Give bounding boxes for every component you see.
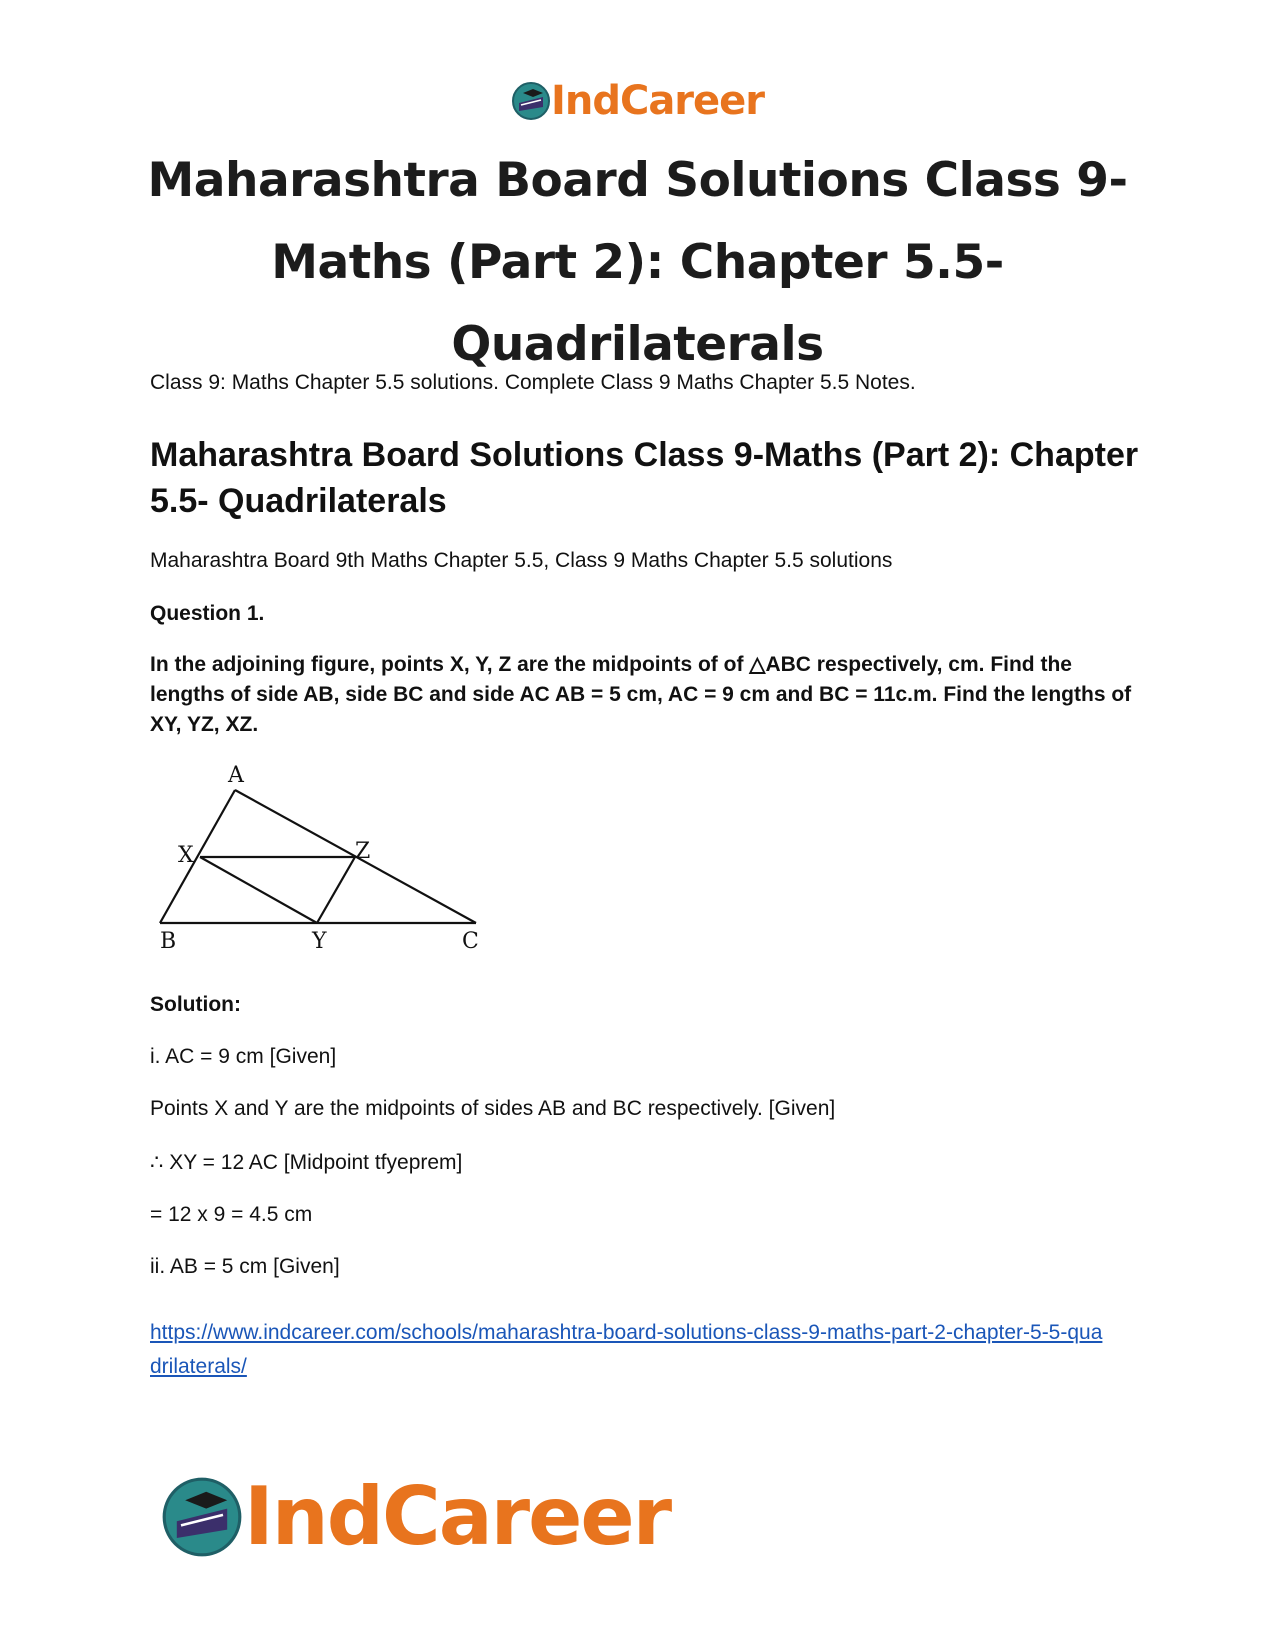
footer-logo: [160, 1470, 670, 1563]
subtitle-text: Maharashtra Board 9th Maths Chapter 5.5, Class 9 Maths Chapter 5.5 solutions: [150, 549, 893, 572]
solution-line: Points X and Y are the midpoints of sides AB and BC respectively. [Given]: [150, 1097, 836, 1120]
page-title: Maharashtra Board Solutions Class 9-Maths (Part 2): Chapter 5.5- Quadrilaterals: [147, 153, 1128, 372]
triangle-figure: [160, 763, 500, 1000]
segment-xy: [200, 857, 317, 923]
label-a: A: [228, 763, 244, 788]
logo-wordmark: IndCareer: [550, 78, 765, 124]
logo-globe-icon: [511, 81, 551, 121]
label-c: C: [462, 929, 479, 954]
question-label: Question 1.: [150, 602, 265, 625]
logo-wordmark: IndCareer: [244, 1470, 671, 1563]
intro-text: Class 9: Maths Chapter 5.5 solutions. Complete Class 9 Maths Chapter 5.5 Notes.: [150, 371, 916, 394]
solution-line: ∴ XY = 12 AC [Midpoint tfyeprem]: [150, 1151, 463, 1174]
solution-line: ii. AB = 5 cm [Given]: [150, 1255, 340, 1278]
segment-yz: [317, 857, 355, 923]
label-z: Z: [355, 839, 371, 864]
solution-line: i. AC = 9 cm [Given]: [150, 1045, 337, 1068]
question-text: In the adjoining figure, points X, Y, Z are the midpoints of of △ABC respectively, cm. Find the lengths of side AB, side BC and side AC AB = 5 cm, AC = 9 cm and BC = 11c.m. Find the lengths of XY, YZ, XZ.: [150, 653, 1132, 736]
solution-label: Solution:: [150, 993, 241, 1016]
label-y: Y: [312, 929, 327, 954]
source-link[interactable]: https://www.indcareer.com/schools/maharashtra-board-solutions-class-9-maths-part-2-chapter-5-5-quadrilaterals/: [150, 1321, 1103, 1378]
source-link-wrapper: [150, 1316, 1110, 1384]
header-logo: [0, 78, 1275, 124]
logo-globe-icon: [160, 1475, 244, 1559]
section-heading: Maharashtra Board Solutions Class 9-Maths (Part 2): Chapter 5.5- Quadrilaterals: [150, 436, 1139, 520]
solution-line: = 12 x 9 = 4.5 cm: [150, 1203, 313, 1226]
label-x: X: [178, 843, 194, 868]
label-b: B: [160, 929, 177, 954]
